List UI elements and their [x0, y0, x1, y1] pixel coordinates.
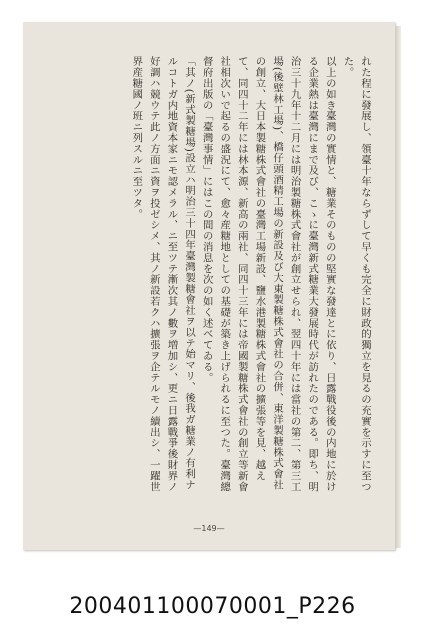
vertical-text-body: [43, 56, 373, 496]
page-binding-edge: [395, 26, 401, 548]
paragraph-1: れた程に發展し、領臺十年ならずして早くも完全に財政的獨立を見るの充實を示すに至つた。: [341, 56, 371, 492]
paragraph-2: 以上の如き臺灣の實情と、糖業そのものの堅實な發達とに依り、日露戰役後の内地に於ける企業熱は臺灣にまで及び、こゝに臺灣新式糖業大發展時代が訪れたのである。即ち、明治三十九年十二月には明治製糖株式會社が創立せられ、翌四十年には當社の第二、第三工場(後壁林工場)、橋仔頭酒精工場の新設及び大東製糖株式會社の合併、東洋製糖株式會社の創立、大日本製糖株式會社の臺灣工場新設、鹽水港製糖株式會社の擴張等を見、越えて、同四十二年には林本源、新高の兩社、同四十三年には帝國製糖株式會社の創立等新會社相次いで起るの盛況にて、愈々産糖地としての基礎が築き上げられるに至つた。臺灣總督府出版の「臺灣事情」にはこの間の消息を次の如く述べてゐる。: [200, 56, 336, 492]
image-identifier-caption: 200401100070001_P226: [69, 594, 356, 619]
page-number: —149—: [193, 524, 225, 533]
paragraph-3: 「其ノ(新式製糖場)設立ハ明治三十四年臺灣製糖會社ヲ以テ始マリ、後我ガ糖業ノ有利ナルコトガ内地資本家ニモ認メラル、ニ至ツテ漸次其ノ數ヲ増加シ、更ニ日露戰爭後財界ノ好調ハ競ウテ此ノ方面ニ資ヲ投ゼシメ、其ノ新設若クハ擴張ヲ企テルモノ續出シ、一躍世界産糖國ノ班ニ列スルニ至ツタ。: [130, 56, 196, 492]
book-page: [23, 22, 395, 550]
